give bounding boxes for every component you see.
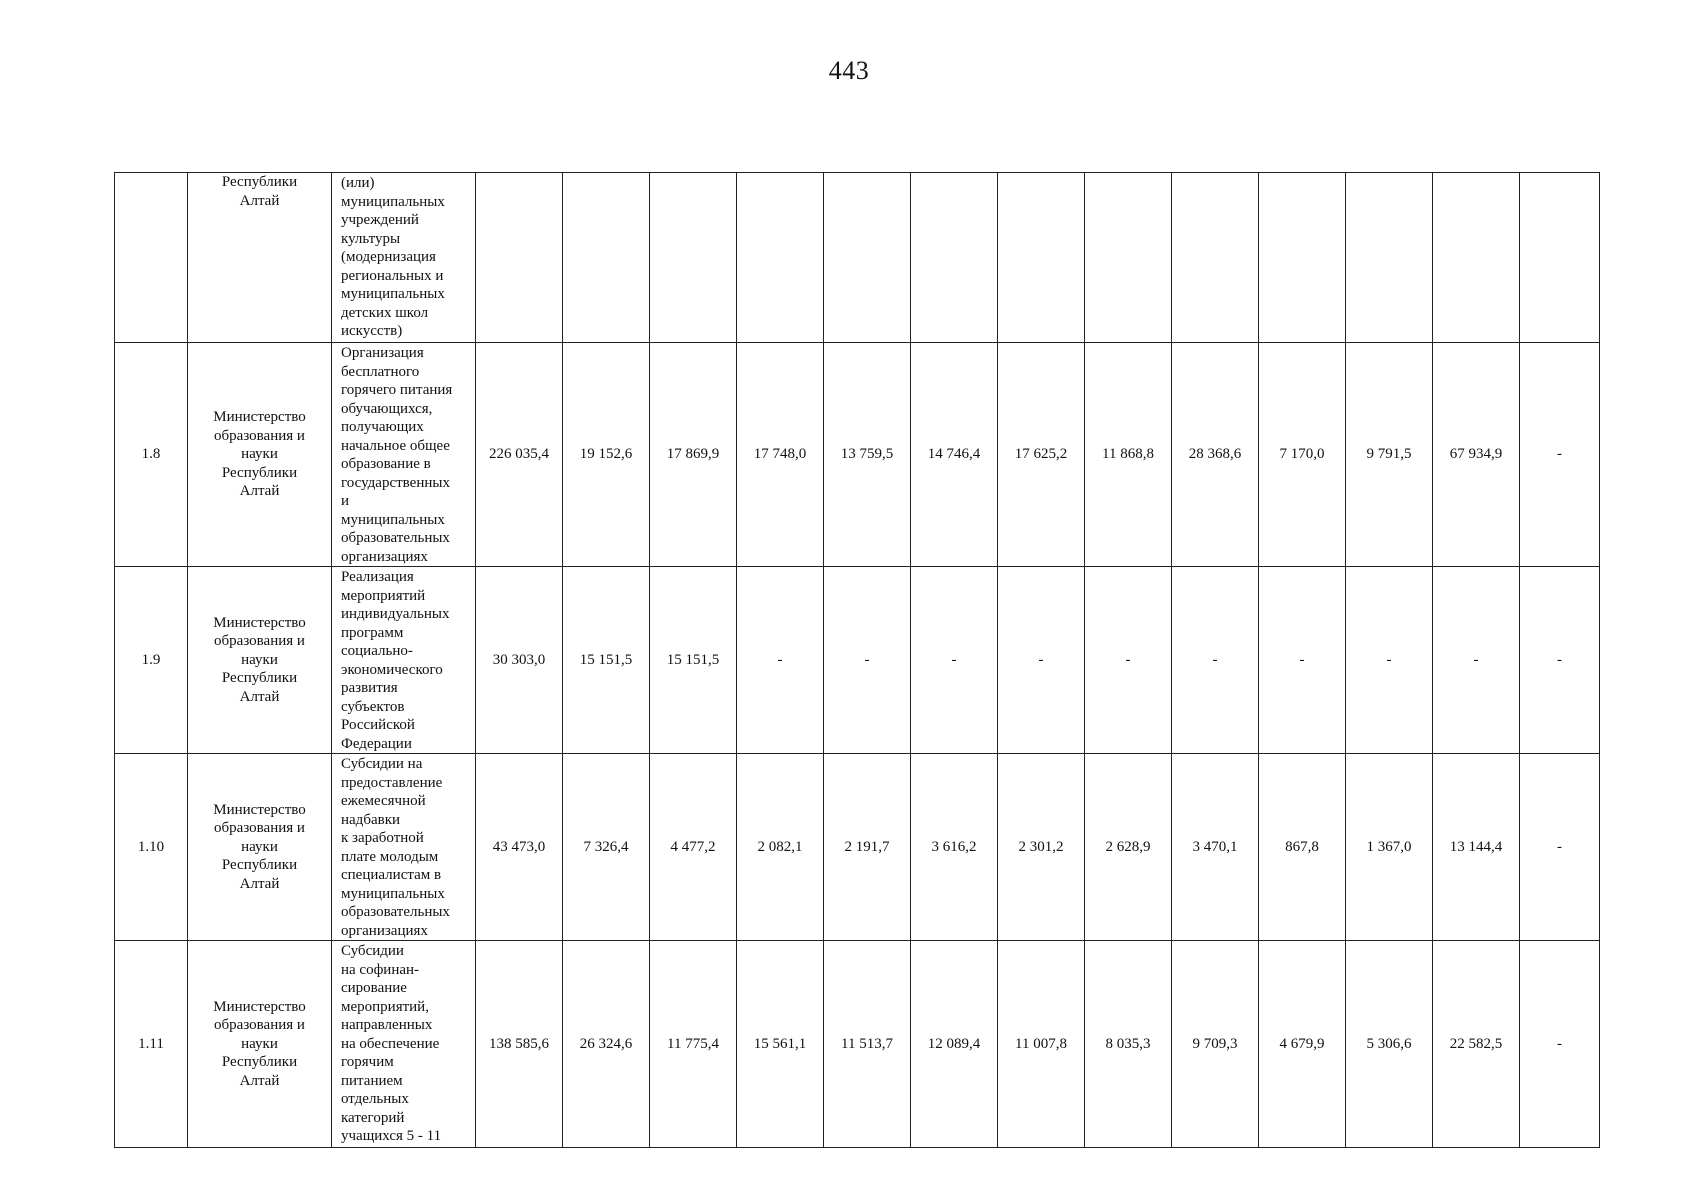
value-cell: 11 007,8 bbox=[998, 941, 1085, 1148]
value-cell: 15 151,5 bbox=[650, 567, 737, 754]
responsible-org-cell bbox=[188, 754, 332, 941]
value-cell: 2 628,9 bbox=[1085, 754, 1172, 941]
value-cell: - bbox=[737, 567, 824, 754]
value-cell: - bbox=[1259, 567, 1346, 754]
value-cell: 17 869,9 bbox=[650, 343, 737, 567]
responsible-org-text: Министерство образования и науки Республики Алтай bbox=[213, 998, 306, 1089]
measure-name-text: Реализация мероприятий индивидуальных программ социально- экономического развития субъектов Российской Федерации bbox=[341, 569, 450, 752]
row-number-cell: 1.11 bbox=[115, 941, 188, 1148]
value-cell: 17 625,2 bbox=[998, 343, 1085, 567]
row-number-cell: 1.10 bbox=[115, 754, 188, 941]
value-cell: - bbox=[824, 567, 911, 754]
value-cell: 226 035,4 bbox=[476, 343, 563, 567]
value-cell bbox=[650, 173, 737, 343]
measure-name-cell bbox=[332, 173, 476, 343]
value-cell: 12 089,4 bbox=[911, 941, 998, 1148]
value-cell: 9 709,3 bbox=[1172, 941, 1259, 1148]
value-cell: 67 934,9 bbox=[1433, 343, 1520, 567]
value-cell: 28 368,6 bbox=[1172, 343, 1259, 567]
responsible-org-text: Министерство образования и науки Республики Алтай bbox=[213, 614, 306, 705]
value-cell: 17 748,0 bbox=[737, 343, 824, 567]
value-cell: 1 367,0 bbox=[1346, 754, 1433, 941]
value-cell: 7 170,0 bbox=[1259, 343, 1346, 567]
value-cell: - bbox=[911, 567, 998, 754]
value-cell: 11 868,8 bbox=[1085, 343, 1172, 567]
value-cell: 30 303,0 bbox=[476, 567, 563, 754]
value-cell bbox=[563, 173, 650, 343]
responsible-org-text: Министерство образования и науки Республики Алтай bbox=[213, 409, 306, 500]
value-cell: 2 082,1 bbox=[737, 754, 824, 941]
value-cell: 43 473,0 bbox=[476, 754, 563, 941]
measure-name-text: Субсидии на предоставление ежемесячной надбавки к заработной плате молодым специалистам в муниципальных образовательных организациях bbox=[341, 756, 450, 939]
table-row bbox=[115, 567, 1600, 754]
value-cell: 13 144,4 bbox=[1433, 754, 1520, 941]
row-number-cell: 1.8 bbox=[115, 343, 188, 567]
value-cell bbox=[737, 173, 824, 343]
responsible-org-cell bbox=[188, 941, 332, 1148]
measure-name-cell bbox=[332, 941, 476, 1148]
value-cell: - bbox=[1172, 567, 1259, 754]
value-cell: 2 301,2 bbox=[998, 754, 1085, 941]
value-cell: 2 191,7 bbox=[824, 754, 911, 941]
measure-name-cell bbox=[332, 343, 476, 567]
value-cell: 11 513,7 bbox=[824, 941, 911, 1148]
value-cell bbox=[1259, 173, 1346, 343]
value-cell bbox=[476, 173, 563, 343]
value-cell: 13 759,5 bbox=[824, 343, 911, 567]
value-cell: - bbox=[1520, 343, 1600, 567]
budget-table bbox=[114, 172, 1600, 1148]
value-cell: 22 582,5 bbox=[1433, 941, 1520, 1148]
responsible-org-cell bbox=[188, 173, 332, 343]
measure-name-cell bbox=[332, 567, 476, 754]
responsible-org-cell bbox=[188, 343, 332, 567]
value-cell: 7 326,4 bbox=[563, 754, 650, 941]
value-cell bbox=[824, 173, 911, 343]
page-number: 443 bbox=[828, 56, 870, 85]
value-cell: - bbox=[1520, 567, 1600, 754]
value-cell: 19 152,6 bbox=[563, 343, 650, 567]
value-cell: - bbox=[1346, 567, 1433, 754]
value-cell: - bbox=[998, 567, 1085, 754]
table-row bbox=[115, 343, 1600, 567]
measure-name-text: (или) муниципальных учреждений культуры (модернизация региональных и муниципальных детских школ искусств) bbox=[341, 175, 445, 339]
value-cell: 8 035,3 bbox=[1085, 941, 1172, 1148]
value-cell: 5 306,6 bbox=[1346, 941, 1433, 1148]
table-row bbox=[115, 173, 1600, 343]
measure-name-text: Субсидии на софинан- сирование мероприятий, направленных на обеспечение горячим питанием отдельных категорий учащихся 5 - 11 bbox=[341, 943, 442, 1144]
value-cell: - bbox=[1433, 567, 1520, 754]
value-cell: 3 616,2 bbox=[911, 754, 998, 941]
value-cell: 9 791,5 bbox=[1346, 343, 1433, 567]
value-cell: 3 470,1 bbox=[1172, 754, 1259, 941]
table-body bbox=[115, 173, 1600, 1148]
responsible-org-cell bbox=[188, 567, 332, 754]
value-cell bbox=[1433, 173, 1520, 343]
value-cell bbox=[1172, 173, 1259, 343]
row-number-cell: 1.9 bbox=[115, 567, 188, 754]
value-cell: 11 775,4 bbox=[650, 941, 737, 1148]
responsible-org-text: Министерство образования и науки Республики Алтай bbox=[213, 801, 306, 892]
value-cell bbox=[911, 173, 998, 343]
value-cell: 4 477,2 bbox=[650, 754, 737, 941]
value-cell: - bbox=[1520, 941, 1600, 1148]
measure-name-cell bbox=[332, 754, 476, 941]
measure-name-text: Организация бесплатного горячего питания обучающихся, получающих начальное общее образование в государственных и муниципальных образовательных организациях bbox=[341, 345, 453, 565]
table-row bbox=[115, 941, 1600, 1148]
value-cell bbox=[1520, 173, 1600, 343]
value-cell: 15 561,1 bbox=[737, 941, 824, 1148]
value-cell bbox=[998, 173, 1085, 343]
value-cell: 867,8 bbox=[1259, 754, 1346, 941]
value-cell: - bbox=[1520, 754, 1600, 941]
responsible-org-text: Республики Алтай bbox=[221, 174, 298, 209]
table-row bbox=[115, 754, 1600, 941]
value-cell: 138 585,6 bbox=[476, 941, 563, 1148]
value-cell: - bbox=[1085, 567, 1172, 754]
value-cell: 15 151,5 bbox=[563, 567, 650, 754]
value-cell: 14 746,4 bbox=[911, 343, 998, 567]
row-number-cell bbox=[115, 173, 188, 343]
value-cell: 4 679,9 bbox=[1259, 941, 1346, 1148]
value-cell: 26 324,6 bbox=[563, 941, 650, 1148]
value-cell bbox=[1346, 173, 1433, 343]
value-cell bbox=[1085, 173, 1172, 343]
